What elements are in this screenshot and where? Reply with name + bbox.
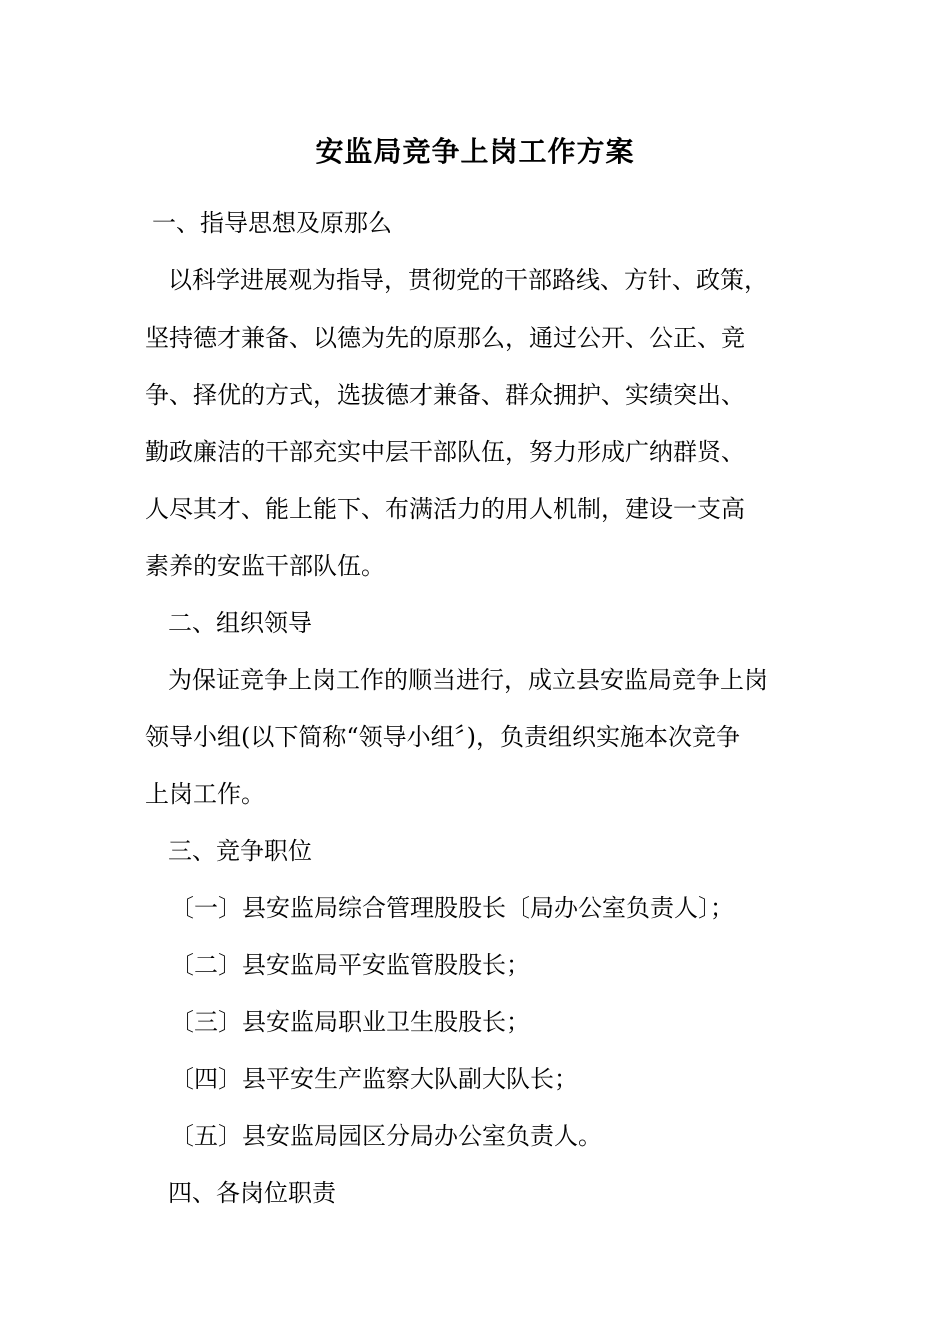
position-list-item: 〔四〕县平安生产监察大队副大队长； bbox=[170, 1065, 578, 1093]
section-heading-guiding-principles: 一、指导思想及原那么 bbox=[152, 209, 392, 237]
paragraph-line: 素养的安监干部队伍。 bbox=[145, 552, 385, 580]
paragraph-line: 坚持德才兼备、以德为先的原那么，通过公开、公正、竞 bbox=[145, 324, 745, 352]
position-list-item: 〔一〕县安监局综合管理股股长〔局办公室负责人〕； bbox=[170, 894, 734, 922]
position-list-item: 〔二〕县安监局平安监管股股长； bbox=[170, 951, 530, 979]
paragraph-line: 争、择优的方式，选拔德才兼备、群众拥护、实绩突出、 bbox=[145, 381, 745, 409]
paragraph-line: 以科学进展观为指导，贯彻党的干部路线、方针、政策， bbox=[168, 266, 768, 294]
section-heading-duties: 四、各岗位职责 bbox=[168, 1179, 336, 1207]
paragraph-line: 勤政廉洁的干部充实中层干部队伍，努力形成广纳群贤、 bbox=[145, 438, 745, 466]
section-heading-organization: 二、组织领导 bbox=[168, 609, 312, 637]
section-heading-positions: 三、竞争职位 bbox=[168, 837, 312, 865]
paragraph-line: 领导小组(以下简称“领导小组〞)，负责组织实施本次竞争 bbox=[145, 723, 740, 751]
position-list-item: 〔五〕县安监局园区分局办公室负责人。 bbox=[170, 1122, 602, 1150]
document-title: 安监局竞争上岗工作方案 bbox=[315, 135, 635, 168]
position-list-item: 〔三〕县安监局职业卫生股股长； bbox=[170, 1008, 530, 1036]
paragraph-line: 人尽其才、能上能下、布满活力的用人机制，建设一支高 bbox=[145, 495, 745, 523]
paragraph-line: 为保证竞争上岗工作的顺当进行，成立县安监局竞争上岗 bbox=[168, 666, 768, 694]
paragraph-line: 上岗工作。 bbox=[145, 780, 265, 808]
